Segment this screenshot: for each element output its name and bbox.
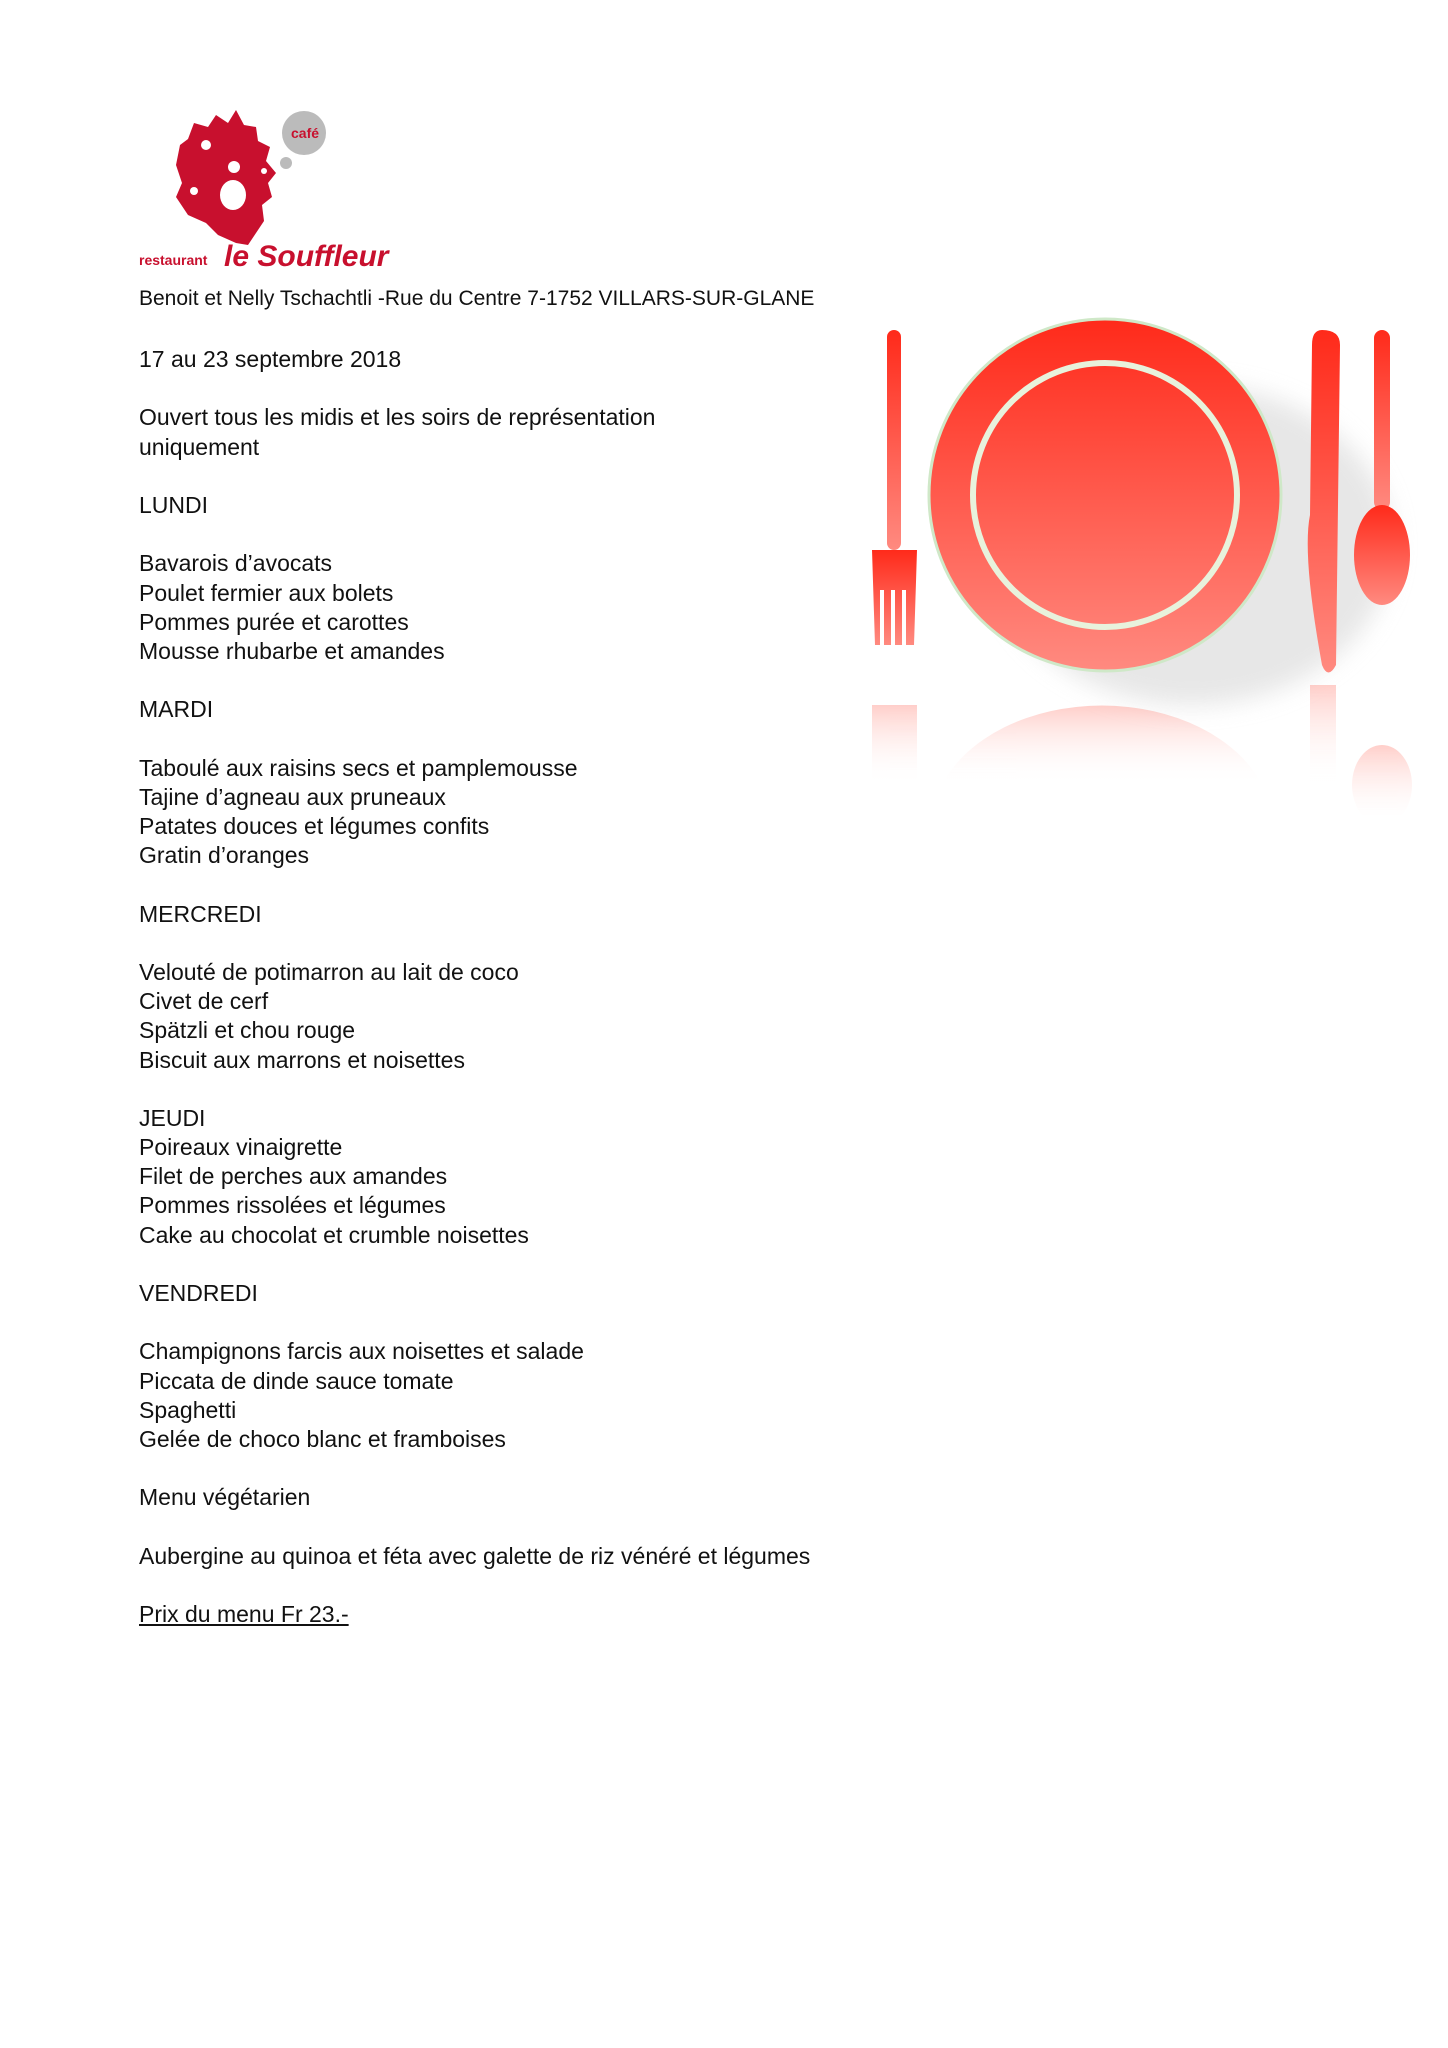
vegetarian-heading: Menu végétarien <box>139 1484 311 1511</box>
fork-icon <box>872 330 917 646</box>
restaurant-logo <box>136 105 476 275</box>
svg-text:café: café <box>291 125 320 141</box>
menu-item: Filet de perches aux amandes <box>139 1163 448 1190</box>
menu-item: Bavarois d’avocats <box>139 550 333 577</box>
menu-item: Civet de cerf <box>139 988 269 1015</box>
menu-item: Poulet fermier aux bolets <box>139 579 394 606</box>
menu-item: Champignons farcis aux noisettes et salade <box>139 1338 584 1365</box>
restaurant-address: Benoit et Nelly Tschachtli -Rue du Centre 7-1752 VILLARS-SUR-GLANE <box>139 287 815 310</box>
vegetarian-dish: Aubergine au quinoa et féta avec galette de riz vénéré et légumes <box>139 1542 811 1569</box>
day-heading: JEUDI <box>139 1104 206 1131</box>
opening-hours: Ouvert tous les midis et les soirs de représentation <box>139 404 656 431</box>
svg-text:le Souffleur: le Souffleur <box>224 240 389 273</box>
plate-icon <box>929 319 1281 671</box>
menu-price: Prix du menu Fr 23.- <box>139 1601 349 1628</box>
menu-item: Spätzli et chou rouge <box>139 1017 356 1044</box>
menu-item: Pommes purée et carottes <box>139 608 409 635</box>
menu-item: Gelée de choco blanc et framboises <box>139 1425 506 1452</box>
menu-item: Tajine d’agneau aux pruneaux <box>139 783 446 810</box>
menu-item: Poireaux vinaigrette <box>139 1134 343 1161</box>
menu-dates: 17 au 23 septembre 2018 <box>139 346 402 372</box>
menu-item: Biscuit aux marrons et noisettes <box>139 1046 465 1073</box>
menu-item: Pommes rissolées et légumes <box>139 1192 446 1219</box>
menu-item: Patates douces et légumes confits <box>139 813 490 839</box>
menu-item: Taboulé aux raisins secs et pamplemousse <box>139 754 578 781</box>
opening-hours-cont: uniquement <box>139 433 260 460</box>
menu-item: Mousse rhubarbe et amandes <box>139 637 445 664</box>
day-heading: MARDI <box>139 696 214 723</box>
menu-item: Spaghetti <box>139 1396 237 1423</box>
menu-item: Piccata de dinde sauce tomate <box>139 1367 454 1394</box>
plate-cutlery-illustration <box>862 315 1422 815</box>
day-heading: VENDREDI <box>139 1280 258 1306</box>
menu-item: Cake au chocolat et crumble noisettes <box>139 1221 529 1248</box>
svg-text:restaurant: restaurant <box>139 252 208 268</box>
menu-item: Velouté de potimarron au lait de coco <box>139 958 519 985</box>
day-heading: MERCREDI <box>139 900 262 927</box>
menu-item: Gratin d’oranges <box>139 842 310 869</box>
menu-content <box>139 345 810 1629</box>
day-heading: LUNDI <box>139 491 209 518</box>
